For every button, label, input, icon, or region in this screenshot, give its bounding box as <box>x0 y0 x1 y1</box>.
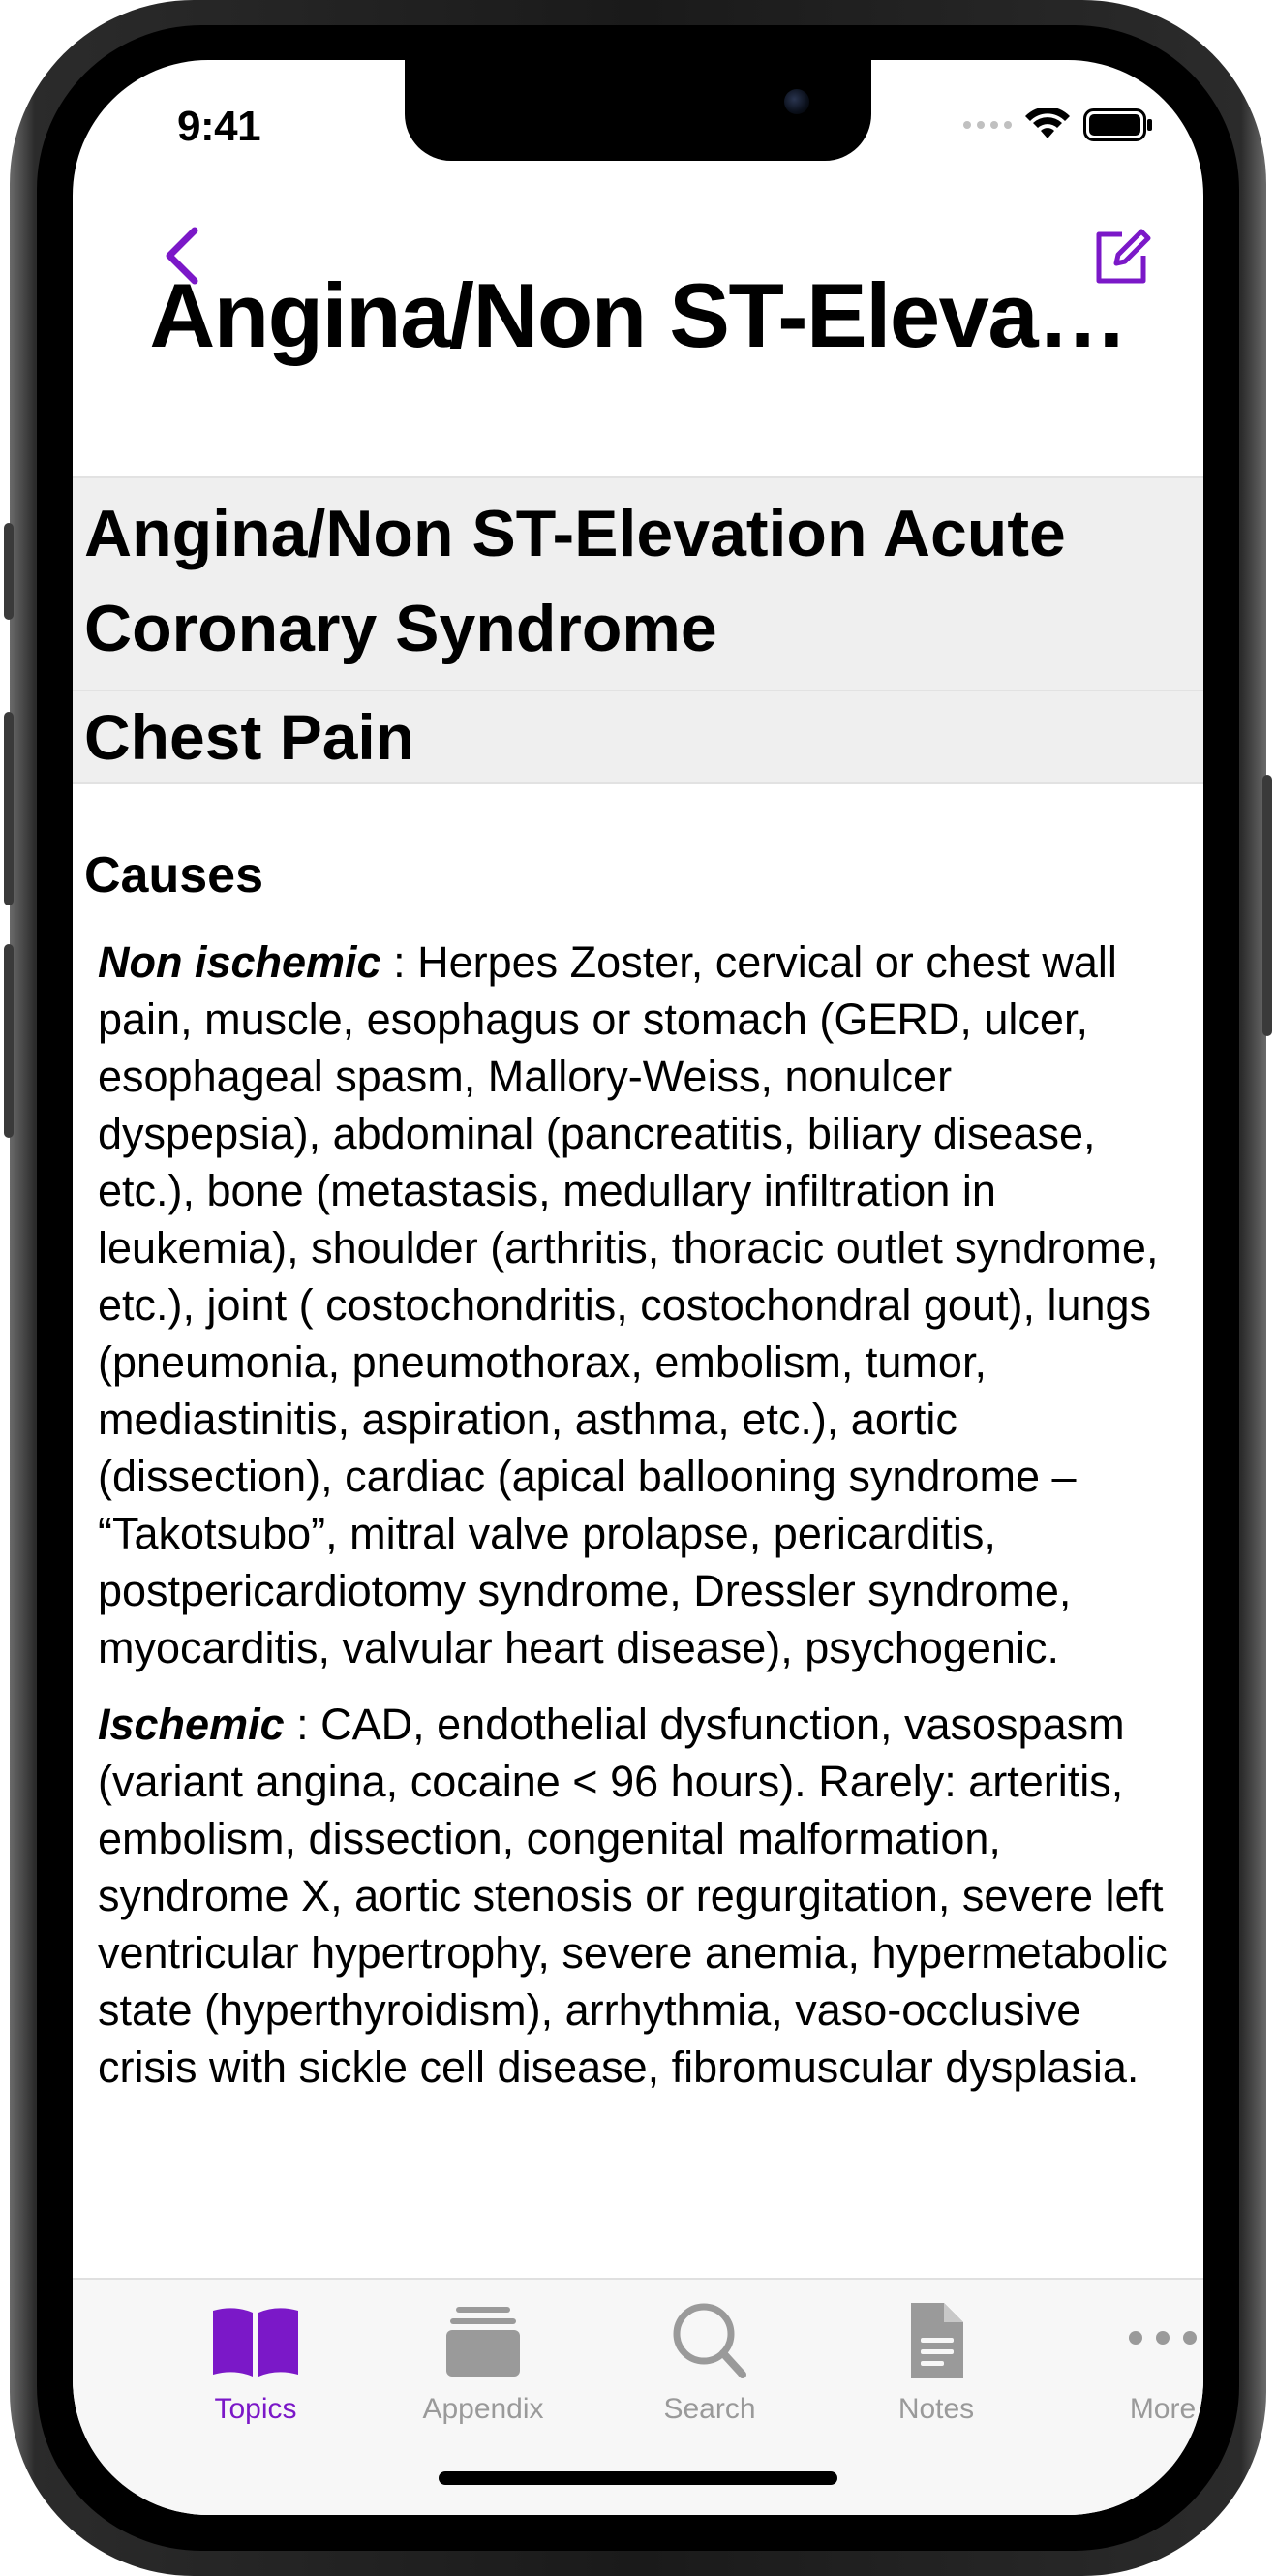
volume-down-button <box>4 944 14 1138</box>
paragraph-text: : CAD, endothelial dysfunction, vasospasm (variant angina, cocaine < 96 hours). Rarely: arteritis, embolism, dissection, congenital malformation, syndrome X, aortic stenosis or regurgitation, severe left ventricular hypertrophy, severe anemia, hypermetabolic state (hyperthyroidism), arrhythmia, vaso-occlusive crisis with sickle cell disease, fibromuscular dysplasia. <box>98 1700 1168 2092</box>
app-screen <box>73 60 1203 2515</box>
camera-notch <box>405 60 871 161</box>
front-camera <box>784 89 809 114</box>
battery-icon <box>1083 108 1153 141</box>
magnifying-glass-icon <box>661 2297 758 2384</box>
paragraph-ischemic <box>73 1676 1203 2096</box>
article-subheading: Chest Pain <box>73 691 1203 784</box>
tab-label: More <box>1129 2393 1197 2425</box>
status-time: 9:41 <box>177 103 261 150</box>
paragraph-label: Ischemic <box>98 1700 285 1749</box>
section-title: Causes <box>84 847 263 904</box>
tab-label: Appendix <box>422 2393 544 2425</box>
tab-topics[interactable] <box>159 2297 352 2426</box>
tab-search[interactable] <box>613 2297 806 2426</box>
page-title: Angina/Non ST-Eleva… <box>149 264 1127 366</box>
ellipsis-icon <box>1114 2297 1203 2384</box>
status-icons <box>963 108 1153 141</box>
article-heading: Angina/Non ST-Elevation Acute Coronary Syndrome <box>73 476 1203 691</box>
document-icon <box>888 2297 985 2384</box>
power-button <box>1262 775 1272 1036</box>
archive-box-icon <box>435 2297 532 2384</box>
tab-notes[interactable] <box>839 2297 1033 2426</box>
cellular-signal-icon <box>963 121 1012 129</box>
book-icon <box>207 2297 304 2384</box>
wifi-icon <box>1025 108 1070 141</box>
tab-appendix[interactable] <box>386 2297 580 2426</box>
paragraph-text: : Herpes Zoster, cervical or chest wall pain, muscle, esophagus or stomach (GERD, ulcer, esophageal spasm, Mallory-Weiss, nonulcer dyspepsia), abdominal (pancreatitis, biliary disease, etc.), bone (metastasis, medullary infiltration in leukemia), shoulder (arthritis, thoracic outlet syndrome, etc.), joint ( costochondritis, costochondral gout), lungs (pneumonia, pneumothorax, embolism, tumor, mediastinitis, aspiration, asthma, etc.), aortic (dissection), cardiac (apical ballooning syndrome – “Takotsubo”, mitral valve prolapse, pericarditis, postpericardiotomy syndrome, Dressler syndrome, myocarditis, valvular heart disease), psychogenic. <box>98 937 1159 1672</box>
tab-label: Topics <box>214 2393 297 2425</box>
tab-label: Notes <box>897 2393 975 2425</box>
home-indicator[interactable] <box>439 2471 837 2485</box>
paragraph-label: Non ischemic <box>98 937 381 987</box>
article-content[interactable] <box>73 476 1203 2278</box>
tab-label: Search <box>663 2393 756 2425</box>
action-button <box>4 523 14 620</box>
paragraph-non-ischemic <box>73 905 1203 1676</box>
tab-more[interactable] <box>1066 2297 1203 2426</box>
volume-up-button <box>4 712 14 905</box>
